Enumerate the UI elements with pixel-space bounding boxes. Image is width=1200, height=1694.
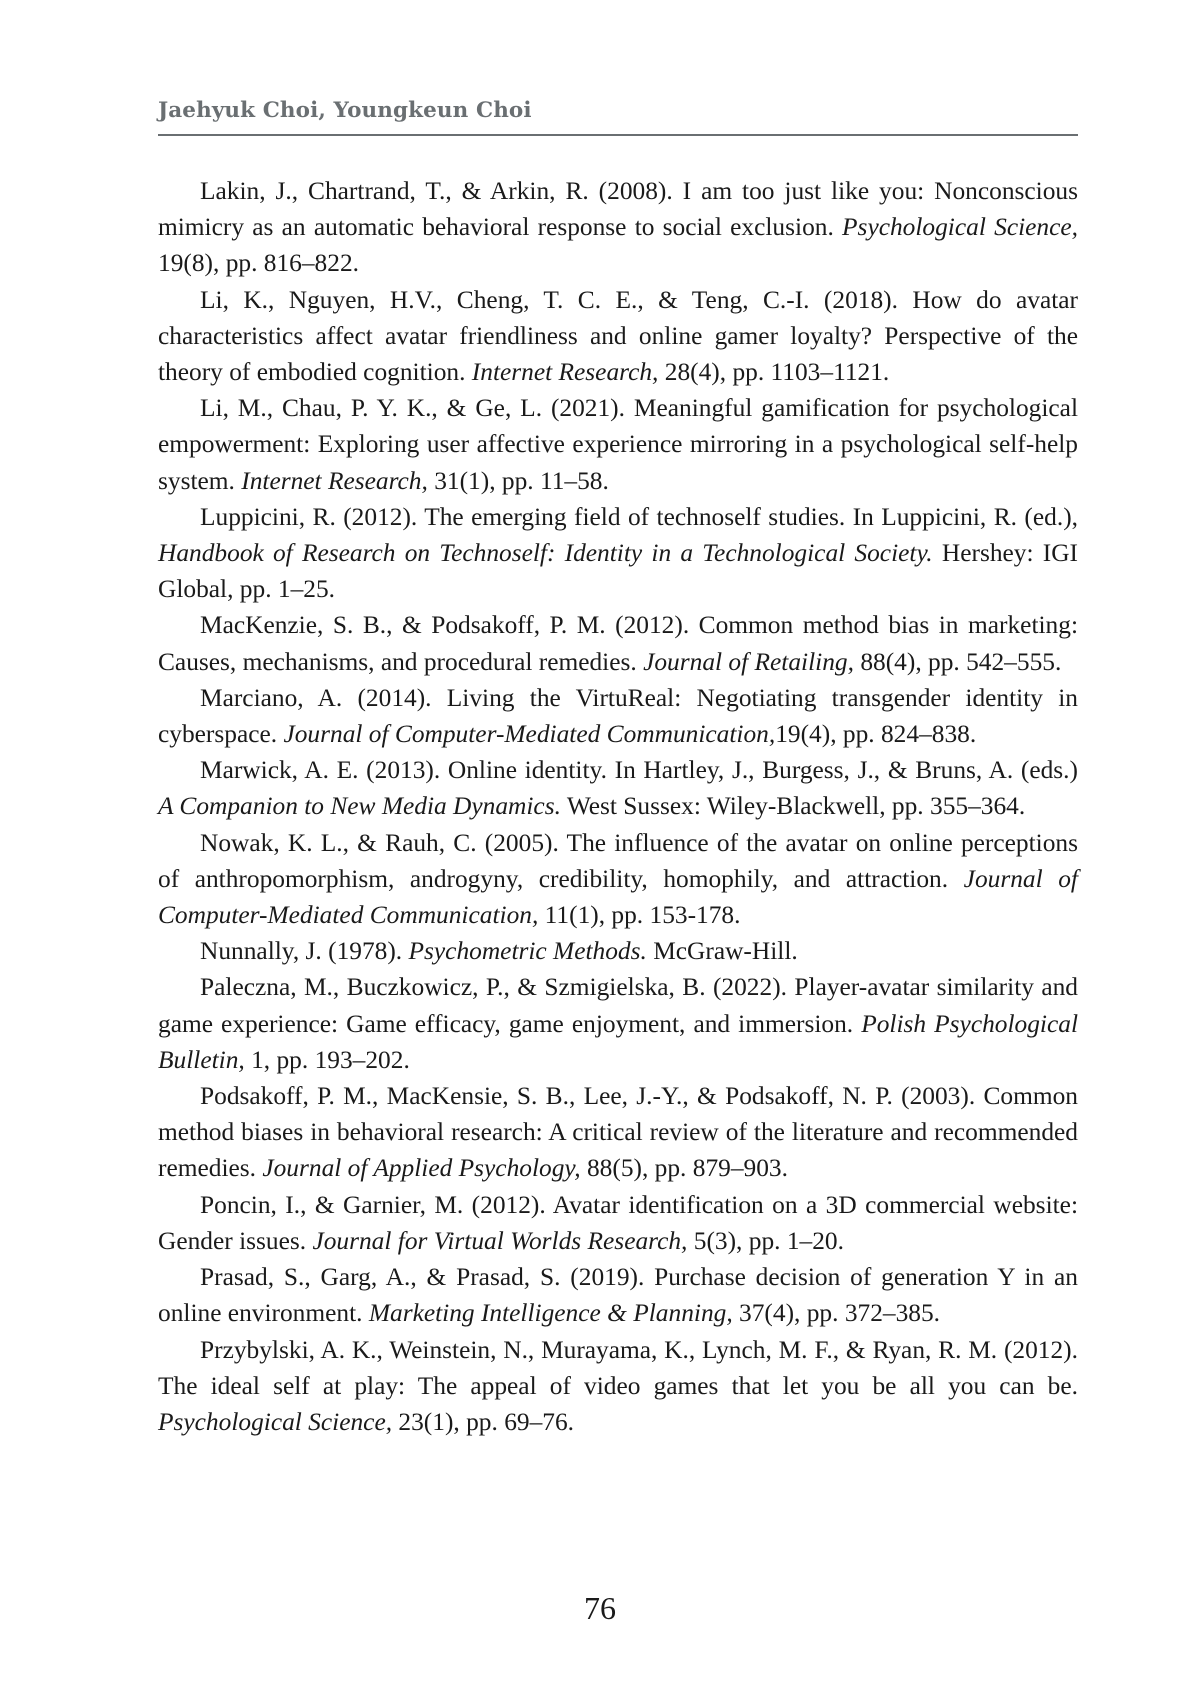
reference-entry: [158, 1332, 1078, 1441]
reference-details: 23(1), pp. 69–76.: [392, 1407, 575, 1436]
reference-source: Journal of Computer-Mediated Communication,: [158, 864, 1078, 930]
header-rule: [158, 134, 1078, 136]
reference-entry: [158, 1187, 1078, 1259]
reference-text: Poncin, I., & Garnier, M. (2012). Avatar identification on a 3D commercial website: Gender issues.: [158, 1190, 1078, 1255]
reference-entry: [158, 499, 1078, 608]
reference-text: Podsakoff, P. M., MacKensie, S. B., Lee, J.-Y., & Podsakoff, N. P. (2003). Common method biases in behavioral research: A critical review of the literature and recommended remedies.: [158, 1082, 1078, 1183]
reference-details: 28(4), pp. 1103–1121.: [658, 358, 890, 387]
reference-source: Marketing Intelligence & Planning,: [368, 1299, 733, 1328]
reference-details: Hershey: IGI Global, pp. 1–25.: [158, 539, 1078, 604]
reference-source: A Companion to New Media Dynamics.: [158, 792, 561, 821]
reference-source: Journal for Virtual Worlds Research,: [312, 1226, 688, 1255]
reference-details: 19(4), pp. 824–838.: [775, 720, 977, 749]
reference-text: Paleczna, M., Buczkowicz, P., & Szmigielska, B. (2022). Player-avatar similarity and game experience: Game efficacy, game enjoyment, and immersion.: [158, 973, 1078, 1038]
reference-source: Psychological Science,: [842, 213, 1078, 242]
reference-source: Polish Psychological Bulletin,: [158, 1009, 1078, 1074]
reference-entry: [158, 1078, 1078, 1187]
reference-source: Journal of Retailing,: [643, 647, 854, 676]
reference-text: Li, M., Chau, P. Y. K., & Ge, L. (2021). Meaningful gamification for psychological empowerment: Exploring user affective experience mirroring in a psychological self-help system.: [158, 394, 1078, 495]
reference-details: 31(1), pp. 11–58.: [427, 466, 609, 495]
reference-source: Psychometric Methods.: [408, 937, 647, 966]
reference-source: Internet Research,: [241, 466, 428, 495]
reference-entry: [158, 607, 1078, 679]
reference-entry: [158, 752, 1078, 824]
reference-entry: [158, 680, 1078, 752]
page-number: 76: [584, 1590, 616, 1626]
reference-details: 1, pp. 193–202.: [244, 1045, 410, 1074]
reference-text: Marwick, A. E. (2013). Online identity. In Hartley, J., Burgess, J., & Bruns, A. (eds.): [200, 756, 1078, 785]
reference-text: Przybylski, A. K., Weinstein, N., Murayama, K., Lynch, M. F., & Ryan, R. M. (2012). The ideal self at play: The appeal of video games that let you be all you can be.: [158, 1335, 1078, 1400]
reference-text: MacKenzie, S. B., & Podsakoff, P. M. (2012). Common method bias in marketing: Causes, mechanisms, and procedural remedies.: [158, 611, 1078, 676]
reference-details: 37(4), pp. 372–385.: [732, 1299, 941, 1328]
reference-details: McGraw-Hill.: [646, 937, 798, 966]
reference-source: Internet Research,: [471, 358, 659, 387]
reference-entry: [158, 282, 1078, 391]
reference-list: [158, 173, 1078, 1440]
running-head-authors: Jaehyuk Choi, Youngkeun Choi: [158, 98, 532, 123]
reference-details: 11(1), pp. 153-178.: [538, 901, 741, 930]
reference-text: Marciano, A. (2014). Living the VirtuReal: Negotiating transgender identity in cyberspace.: [158, 683, 1078, 749]
reference-entry: [158, 1259, 1078, 1331]
reference-details: 88(5), pp. 879–903.: [580, 1154, 788, 1183]
reference-details: 5(3), pp. 1–20.: [687, 1226, 844, 1255]
reference-entry: [158, 173, 1078, 282]
reference-source: Handbook of Research on Technoself: Identity in a Technological Society.: [158, 539, 933, 568]
reference-text: Nunnally, J. (1978).: [200, 937, 409, 966]
reference-text: Prasad, S., Garg, A., & Prasad, S. (2019). Purchase decision of generation Y in an online environment.: [158, 1263, 1078, 1328]
reference-entry: [158, 969, 1078, 1078]
reference-source: Journal of Applied Psychology,: [262, 1154, 581, 1183]
reference-details: 19(8), pp. 816–822.: [158, 249, 359, 278]
reference-entry: [158, 825, 1078, 934]
reference-details: 88(4), pp. 542–555.: [853, 647, 1062, 676]
reference-entry: [158, 390, 1078, 499]
reference-text: Nowak, K. L., & Rauh, C. (2005). The influence of the avatar on online perceptions of anthropomorphism, androgyny, credibility, homophily, and attraction.: [158, 828, 1078, 893]
reference-source: Psychological Science,: [158, 1407, 393, 1436]
reference-source: Journal of Computer-Mediated Communication,: [283, 720, 776, 749]
reference-text: Lakin, J., Chartrand, T., & Arkin, R. (2008). I am too just like you: Nonconscious mimicry as an automatic behavioral response to social exclusion.: [158, 177, 1078, 242]
reference-text: Luppicini, R. (2012). The emerging field of technoself studies. In Luppicini, R. (ed.),: [200, 502, 1078, 531]
reference-details: West Sussex: Wiley-Blackwell, pp. 355–364.: [560, 792, 1026, 821]
reference-text: Li, K., Nguyen, H.V., Cheng, T. C. E., & Teng, C.-I. (2018). How do avatar characteristics affect avatar friendliness and online gamer loyalty? Perspective of the theory of embodied cognition.: [158, 285, 1078, 387]
reference-entry: [158, 933, 1078, 969]
